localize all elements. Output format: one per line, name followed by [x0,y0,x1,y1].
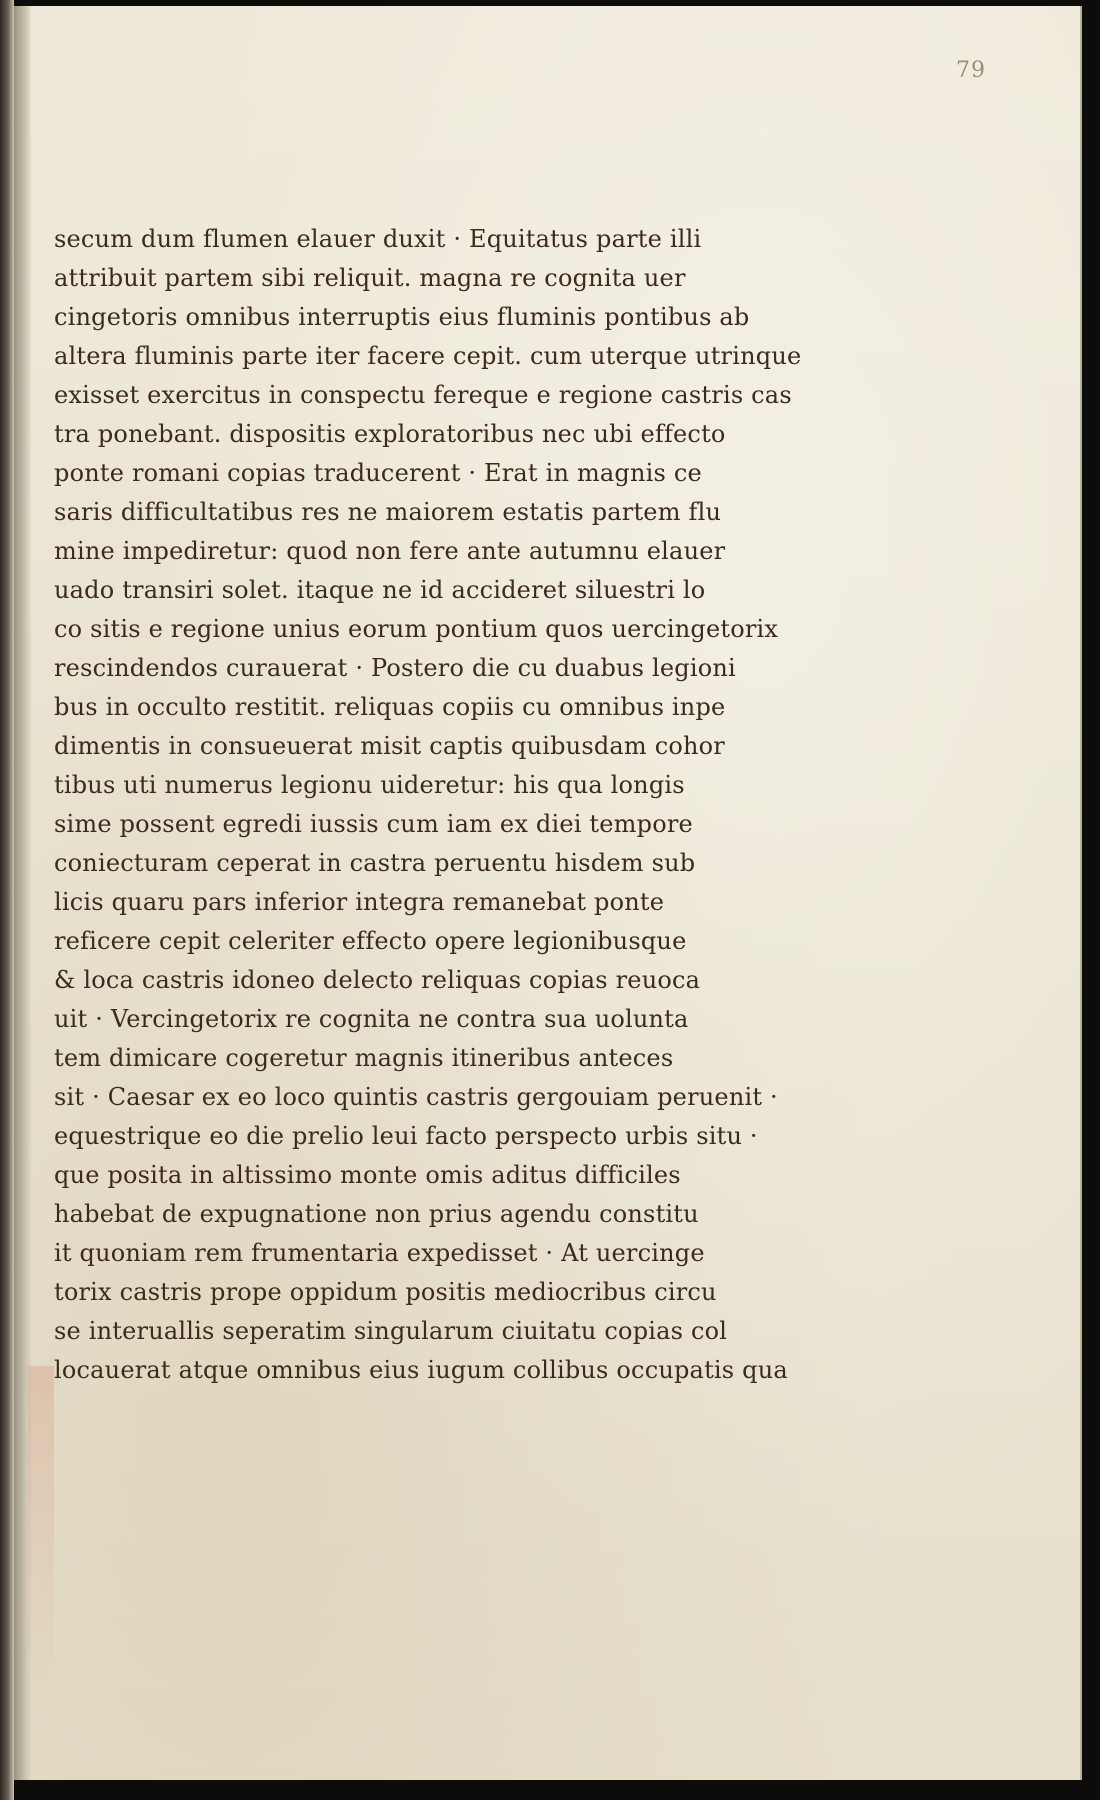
text-line: que posita in altissimo monte omis aditus difficiles [54,1161,681,1189]
text-line: equestrique eo die prelio leui facto perspecto urbis situ · [54,1122,758,1150]
text-line: tibus uti numerus legionu uideretur: his qua longis [54,771,685,799]
text-line: cingetoris omnibus interruptis eius fluminis pontibus ab [54,303,750,331]
text-line: se interuallis seperatim singularum ciuitatu copias col [54,1317,728,1345]
text-line: uado transiri solet. itaque ne id accideret siluestri lo [54,576,706,604]
text-line: uit · Vercingetorix re cognita ne contra sua uolunta [54,1005,689,1033]
text-line: dimentis in consueuerat misit captis quibusdam cohor [54,732,725,760]
bottom-edge [14,1780,1100,1800]
text-line: sime possent egredi iussis cum iam ex diei tempore [54,810,693,838]
text-block [54,220,802,1390]
text-line: tra ponebant. dispositis exploratoribus nec ubi effecto [54,420,726,448]
text-line: ponte romani copias traducerent · Erat in magnis ce [54,459,702,487]
text-line: co sitis e regione unius eorum pontium quos uercingetorix [54,615,779,643]
text-line: exisset exercitus in conspectu fereque e regione castris cas [54,381,792,409]
text-line: reficere cepit celeriter effecto opere legionibusque [54,927,687,955]
text-line: torix castris prope oppidum positis mediocribus circu [54,1278,717,1306]
margin-stain [28,1366,54,1696]
text-line: habebat de expugnatione non prius agendu constitu [54,1200,699,1228]
text-line: bus in occulto restitit. reliquas copiis cu omnibus inpe [54,693,726,721]
text-line: saris difficultatibus res ne maiorem estatis partem flu [54,498,722,526]
text-line: mine impediretur: quod non fere ante autumnu elauer [54,537,726,565]
text-line: coniecturam ceperat in castra peruentu hisdem sub [54,849,696,877]
manuscript-page [14,6,1082,1780]
text-line: altera fluminis parte iter facere cepit. cum uterque utrinque [54,342,802,370]
text-line: rescindendos curauerat · Postero die cu duabus legioni [54,654,736,682]
text-line: sit · Caesar ex eo loco quintis castris gergouiam peruenit · [54,1083,778,1111]
text-line: tem dimicare cogeretur magnis itineribus anteces [54,1044,674,1072]
text-line: it quoniam rem frumentaria expedisset · At uercinge [54,1239,705,1267]
book-gutter [0,0,14,1800]
text-line: locauerat atque omnibus eius iugum collibus occupatis qua [54,1356,788,1384]
text-line: & loca castris idoneo delecto reliquas copias reuoca [54,966,701,994]
text-line: secum dum flumen elauer duxit · Equitatus parte illi [54,225,702,253]
folio-number: 79 [956,58,986,83]
text-line: attribuit partem sibi reliquit. magna re cognita uer [54,264,686,292]
text-line: licis quaru pars inferior integra remanebat ponte [54,888,665,916]
